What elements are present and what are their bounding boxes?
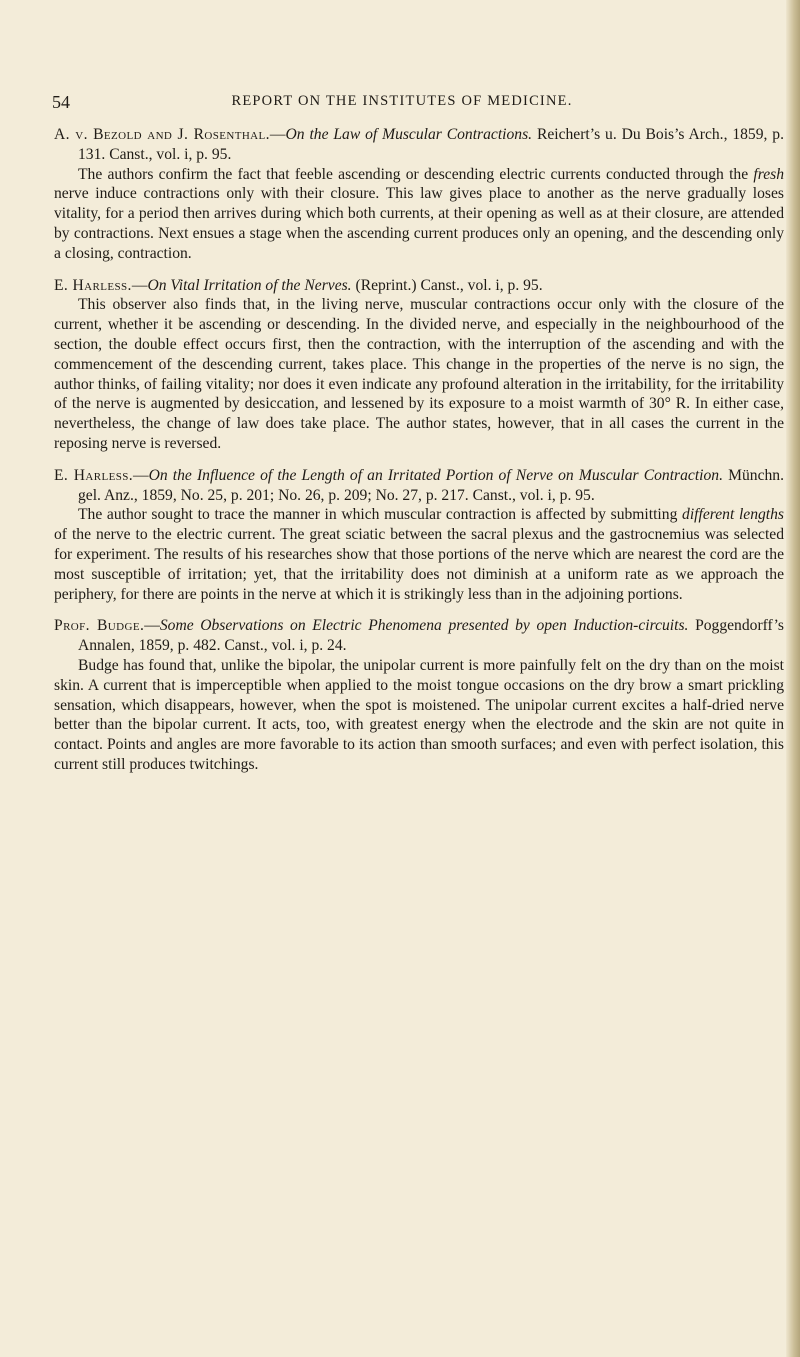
entry-harless-length [54,466,784,605]
entry-author: A. v. Bezold and J. Rosenthal. [54,126,270,143]
entry-text: of the nerve to the electric current. The great sciatic between the sacral plexus and the gastrocnemius was selected for experiment. The results of his researches show that those portions of the nerve which are nearest the cord are the most susceptible of irritation; yet, that the irritability does not diminish at a uniform rate as we approach the periphery, for there are points in the nerve at which it is strikingly less than in the adjoining portions. [54,526,784,603]
entry-text: Budge has found that, unlike the bipolar, the unipolar current is more painfully felt on the dry than on the moist skin. A current that is imperceptible when applied to the moist tongue occasions on the dry brow a smart prickling sensation, which disappears, however, when the spot is moistened. The unipolar current excites a half-dried nerve better than the bipolar current. It acts, too, with greatest energy when the electrode and the skin are not quite in contact. Points and angles are more favorable to its action than smooth surfaces; and even with perfect isolation, this current still produces twitchings. [54,656,784,773]
entry-bezold-rosenthal [54,125,784,264]
entry-source: (Reprint.) Canst., vol. i, p. 95. [355,276,543,294]
entry-citation: E. Harless.—On the Influence of the Length of an Irritated Portion of Nerve on Muscular Contraction. Münchn. gel. Anz., 1859, No. 25, p. 201; No. 26, p. 209; No. 27, p. 217. Canst., vol. i, p. 95. [54,466,784,504]
entry-emphasis: fresh [753,165,784,183]
page-number: 54 [52,92,70,112]
entry-author: E. Harless. [54,276,132,294]
entry-body [54,656,784,775]
entry-body [54,505,784,604]
entry-author: Prof. Budge. [54,617,145,635]
entry-source: Münchn. gel. Anz., 1859, No. 25, p. 201; No. 26, p. 209; No. 27, p. 217. Canst., vol. i, p. 95. [78,466,784,504]
entry-citation: E. Harless.—On Vital Irritation of the Nerves. (Reprint.) Canst., vol. i, p. 95. [54,276,543,294]
entry-body [54,165,784,264]
page-header [52,92,752,114]
entry-text: The author sought to trace the manner in which muscular contraction is affected by submitting [78,506,683,524]
entry-emphasis: different lengths [682,506,784,524]
entry-harless-vital [54,276,784,454]
entry-citation: Prof. Budge.—Some Observations on Electric Phenomena presented by open Induction-circuits. Poggendorff’s Annalen, 1859, p. 482. Canst., vol. i, p. 24. [54,617,784,655]
entry-text: nerve induce contractions only with their closure. This law gives place to another as the nerve gradually loses vitality, for a period then arrives during which both currents, at their opening as well as at their closure, are attended by contractions. Next ensues a stage when the ascending current produces only an opening, and the descending only a closing, contraction. [54,185,784,262]
page-edge [786,0,800,1357]
entry-author: E. Harless. [54,466,134,484]
entry-text: This observer also finds that, in the living nerve, muscular contractions occur only with the closure of the current, whether it be ascending or descending. In the divided nerve, and especially in the neighbourhood of the section, the double effect occurs first, then the contraction, with the interruption of the ascending and with the commencement of the descending current, takes place. This change in the properties of the nerve is no sign, the author thinks, of failing vitality; nor does it even indicate any profound alteration in the irritability, for the irritability of the nerve is augmented by desiccation, and lessened by its exposure to a moist warmth of 30° R. In either case, nevertheless, the change of law does take place. The author states, however, that in all cases the current in the reposing nerve is reversed. [54,296,784,452]
entry-body [54,295,784,453]
entry-budge [54,616,784,774]
entry-source: Poggendorff’s Annalen, 1859, p. 482. Canst., vol. i, p. 24. [78,617,784,655]
entry-source: Reichert’s u. Du Bois’s Arch., 1859, p. 131. Canst., vol. i, p. 95. [78,126,784,163]
entry-text: The authors confirm the fact that feeble ascending or descending electric currents conducted through the [78,165,754,183]
running-title: REPORT ON THE INSTITUTES OF MEDICINE. [231,93,573,109]
entry-citation: A. v. Bezold and J. Rosenthal.—On the Law of Muscular Contractions. Reichert’s u. Du Bois’s Arch., 1859, p. 131. Canst., vol. i, p. 95. [54,126,784,163]
entry-title: On Vital Irritation of the Nerves. [147,276,352,294]
entry-title: On the Influence of the Length of an Irritated Portion of Nerve on Muscular Contraction. [148,466,723,484]
entry-title: On the Law of Muscular Contractions. [285,126,533,143]
page-content [54,125,784,787]
entry-title: Some Observations on Electric Phenomena presented by open Induction-circuits. [159,617,689,635]
